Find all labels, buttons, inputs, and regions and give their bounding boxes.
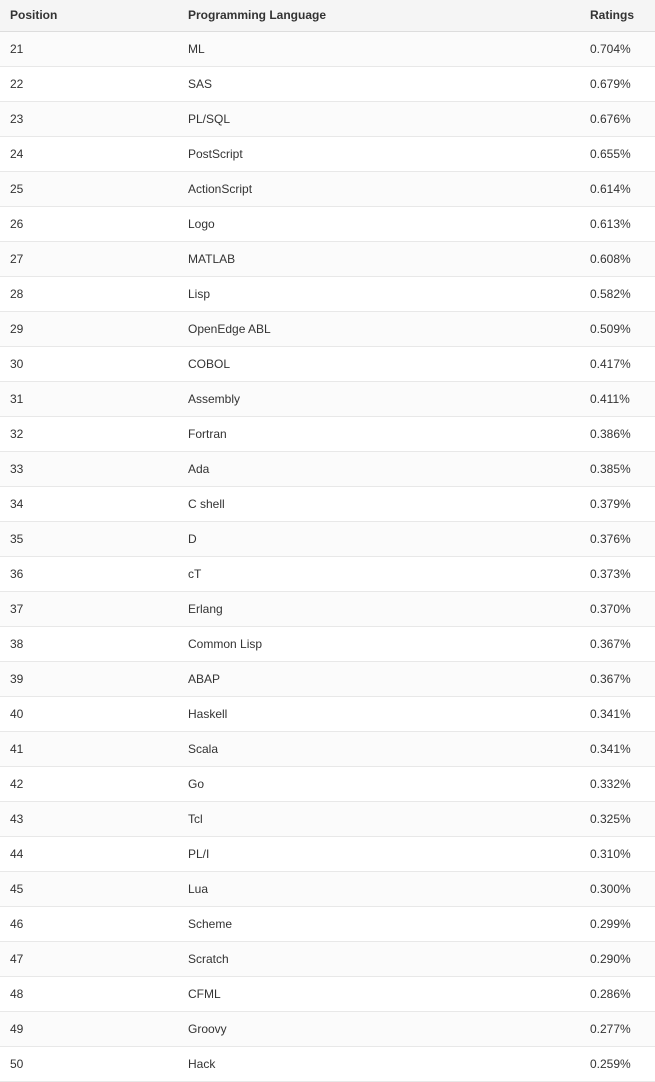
cell-position: 21 [0, 32, 178, 67]
cell-ratings: 0.299% [578, 907, 655, 942]
cell-language: Fortran [178, 417, 578, 452]
table-body [0, 32, 655, 1082]
cell-language: ABAP [178, 662, 578, 697]
table-row [0, 312, 655, 347]
table-row [0, 522, 655, 557]
cell-position: 36 [0, 557, 178, 592]
cell-ratings: 0.379% [578, 487, 655, 522]
table-row [0, 487, 655, 522]
table-row [0, 1047, 655, 1082]
table-row [0, 872, 655, 907]
cell-ratings: 0.386% [578, 417, 655, 452]
cell-position: 24 [0, 137, 178, 172]
column-header-language: Programming Language [178, 0, 578, 32]
cell-ratings: 0.332% [578, 767, 655, 802]
cell-position: 41 [0, 732, 178, 767]
cell-ratings: 0.704% [578, 32, 655, 67]
cell-language: Haskell [178, 697, 578, 732]
cell-language: Lisp [178, 277, 578, 312]
cell-ratings: 0.417% [578, 347, 655, 382]
cell-language: Ada [178, 452, 578, 487]
cell-position: 49 [0, 1012, 178, 1047]
table-row [0, 802, 655, 837]
cell-position: 46 [0, 907, 178, 942]
cell-ratings: 0.367% [578, 627, 655, 662]
cell-position: 23 [0, 102, 178, 137]
cell-ratings: 0.376% [578, 522, 655, 557]
cell-position: 26 [0, 207, 178, 242]
cell-language: Tcl [178, 802, 578, 837]
cell-language: OpenEdge ABL [178, 312, 578, 347]
table-row [0, 347, 655, 382]
cell-ratings: 0.608% [578, 242, 655, 277]
cell-language: cT [178, 557, 578, 592]
cell-ratings: 0.259% [578, 1047, 655, 1082]
cell-ratings: 0.655% [578, 137, 655, 172]
table-row [0, 277, 655, 312]
cell-position: 39 [0, 662, 178, 697]
cell-position: 40 [0, 697, 178, 732]
table-row [0, 1012, 655, 1047]
cell-language: Scala [178, 732, 578, 767]
cell-language: PL/SQL [178, 102, 578, 137]
table-row [0, 382, 655, 417]
cell-ratings: 0.509% [578, 312, 655, 347]
cell-language: ML [178, 32, 578, 67]
cell-language: Scheme [178, 907, 578, 942]
table-row [0, 102, 655, 137]
cell-language: Scratch [178, 942, 578, 977]
cell-language: SAS [178, 67, 578, 102]
table-row [0, 32, 655, 67]
cell-position: 30 [0, 347, 178, 382]
column-header-position: Position [0, 0, 178, 32]
cell-ratings: 0.341% [578, 732, 655, 767]
cell-position: 37 [0, 592, 178, 627]
cell-position: 32 [0, 417, 178, 452]
table-header [0, 0, 655, 32]
cell-position: 27 [0, 242, 178, 277]
cell-position: 29 [0, 312, 178, 347]
table-row [0, 592, 655, 627]
table-row [0, 557, 655, 592]
cell-language: C shell [178, 487, 578, 522]
cell-position: 48 [0, 977, 178, 1012]
cell-language: Assembly [178, 382, 578, 417]
cell-ratings: 0.385% [578, 452, 655, 487]
table-row [0, 242, 655, 277]
cell-language: MATLAB [178, 242, 578, 277]
cell-language: ActionScript [178, 172, 578, 207]
cell-language: Logo [178, 207, 578, 242]
cell-position: 38 [0, 627, 178, 662]
cell-position: 50 [0, 1047, 178, 1082]
table-row [0, 942, 655, 977]
cell-language: Common Lisp [178, 627, 578, 662]
cell-position: 47 [0, 942, 178, 977]
table-row [0, 627, 655, 662]
table-row [0, 67, 655, 102]
cell-ratings: 0.286% [578, 977, 655, 1012]
cell-position: 31 [0, 382, 178, 417]
table-row [0, 662, 655, 697]
cell-language: Hack [178, 1047, 578, 1082]
cell-ratings: 0.676% [578, 102, 655, 137]
table-row [0, 417, 655, 452]
table-header-row [0, 0, 655, 32]
cell-language: Go [178, 767, 578, 802]
cell-language: Lua [178, 872, 578, 907]
cell-position: 43 [0, 802, 178, 837]
column-header-ratings: Ratings [578, 0, 655, 32]
cell-position: 22 [0, 67, 178, 102]
cell-language: CFML [178, 977, 578, 1012]
cell-language: PL/I [178, 837, 578, 872]
cell-ratings: 0.300% [578, 872, 655, 907]
table-row [0, 697, 655, 732]
table-row [0, 907, 655, 942]
table-row [0, 207, 655, 242]
cell-position: 45 [0, 872, 178, 907]
cell-position: 25 [0, 172, 178, 207]
table-row [0, 732, 655, 767]
cell-language: Erlang [178, 592, 578, 627]
cell-ratings: 0.277% [578, 1012, 655, 1047]
cell-position: 34 [0, 487, 178, 522]
cell-position: 28 [0, 277, 178, 312]
table-row [0, 977, 655, 1012]
cell-ratings: 0.310% [578, 837, 655, 872]
table-row [0, 452, 655, 487]
table-row [0, 172, 655, 207]
cell-position: 33 [0, 452, 178, 487]
cell-language: PostScript [178, 137, 578, 172]
cell-language: Groovy [178, 1012, 578, 1047]
cell-ratings: 0.290% [578, 942, 655, 977]
cell-position: 42 [0, 767, 178, 802]
table-row [0, 837, 655, 872]
cell-ratings: 0.367% [578, 662, 655, 697]
table-row [0, 767, 655, 802]
cell-ratings: 0.373% [578, 557, 655, 592]
cell-ratings: 0.613% [578, 207, 655, 242]
cell-language: D [178, 522, 578, 557]
cell-position: 35 [0, 522, 178, 557]
cell-ratings: 0.341% [578, 697, 655, 732]
cell-ratings: 0.325% [578, 802, 655, 837]
cell-ratings: 0.679% [578, 67, 655, 102]
cell-ratings: 0.614% [578, 172, 655, 207]
cell-language: COBOL [178, 347, 578, 382]
cell-ratings: 0.582% [578, 277, 655, 312]
cell-ratings: 0.370% [578, 592, 655, 627]
table-row [0, 137, 655, 172]
cell-position: 44 [0, 837, 178, 872]
cell-ratings: 0.411% [578, 382, 655, 417]
